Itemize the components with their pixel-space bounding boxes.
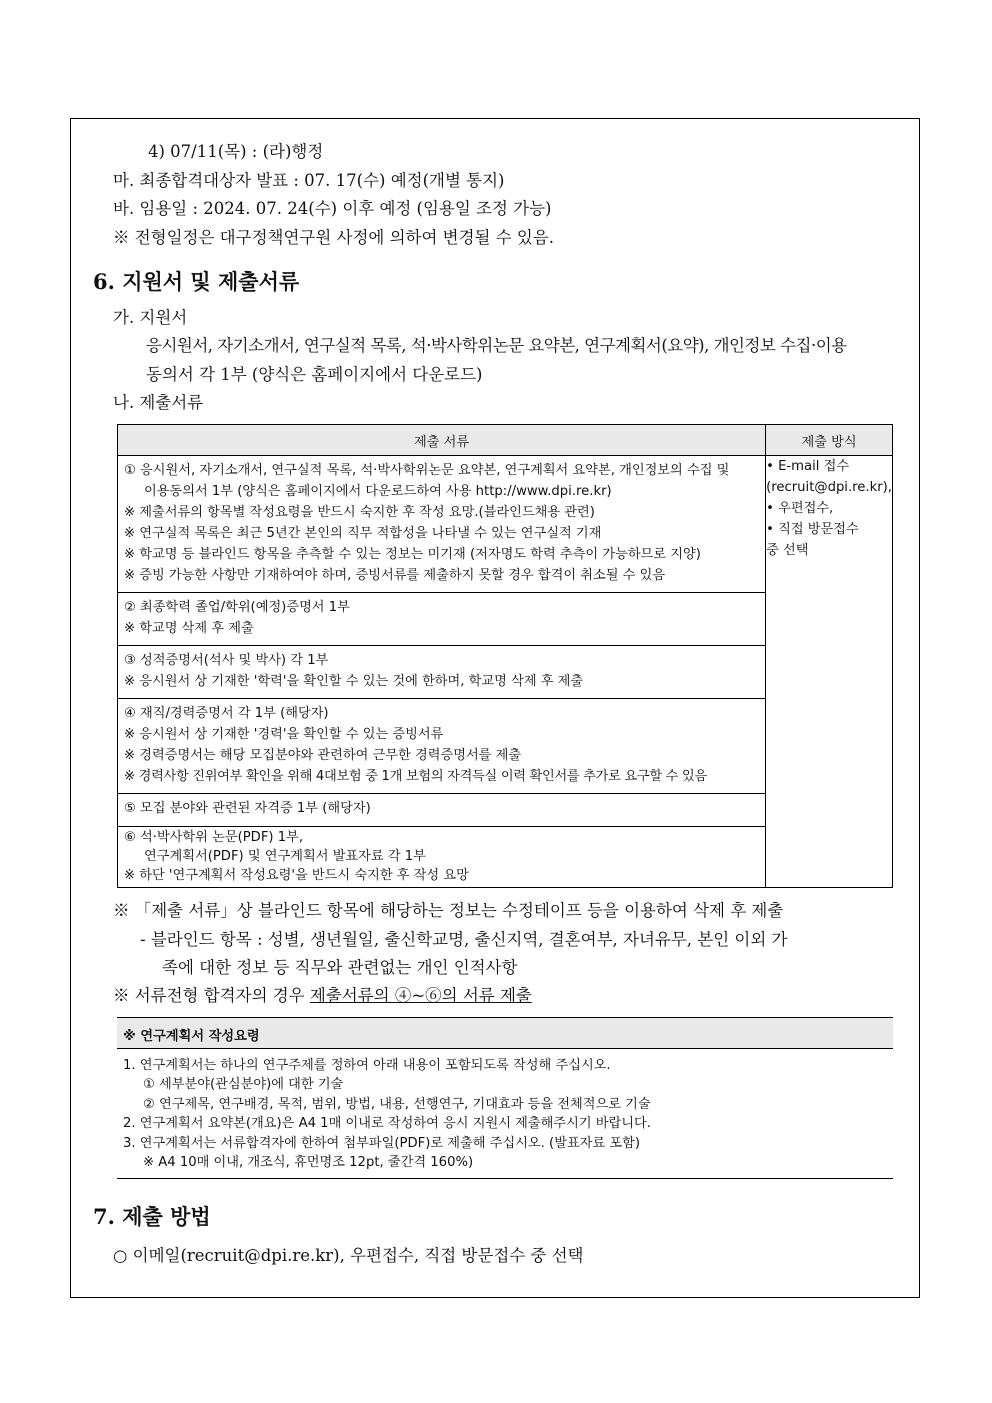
guide-title: ※ 연구계획서 작성요령 — [117, 1017, 893, 1049]
method-line: (recruit@dpi.re.kr), — [766, 480, 892, 495]
guide-line: 3. 연구계획서는 서류합격자에 한하여 첨부파일(PDF)로 제출해 주십시오. (발표자료 포함) — [123, 1135, 640, 1151]
pass-note-underlined: 제출서류의 ④~⑥의 서류 제출 — [309, 986, 532, 1005]
method-line: 중 선택 — [766, 543, 809, 558]
row3-line: ③ 성적증명서(석사 및 박사) 각 1부 — [124, 653, 329, 668]
schedule-note: ※ 전형일정은 대구정책연구원 사정에 의하여 변경될 수 있음. — [113, 228, 554, 247]
row5-line: ⑤ 모집 분야와 관련된 자격증 1부 (해당자) — [124, 801, 371, 816]
row4-line: ※ 경력증명서는 해당 모집분야와 관련하여 근무한 경력증명서를 제출 — [124, 748, 522, 763]
guide-line: ※ A4 10매 이내, 개조식, 휴먼명조 12pt, 줄간격 160%) — [143, 1155, 474, 1171]
blind-note-3: 족에 대한 정보 등 직무와 관련없는 개인 인적사항 — [162, 958, 518, 977]
pass-note-prefix: ※ 서류전형 합격자의 경우 — [113, 986, 310, 1005]
col-docs-header: 제출 서류 — [118, 425, 766, 456]
blind-note-1: ※ 「제출 서류」상 블라인드 항목에 해당하는 정보는 수정테이프 등을 이용하여 삭제 후 제출 — [113, 901, 784, 920]
pass-note — [113, 985, 532, 1007]
row4-line: ※ 응시원서 상 기재한 '경력'을 확인할 수 있는 증빙서류 — [124, 727, 444, 742]
row6-line: 연구계획서(PDF) 및 연구계획서 발표자료 각 1부 — [144, 849, 426, 864]
row1-line: ① 응시원서, 자기소개서, 연구실적 목록, 석·박사학위논문 요약본, 연구계획서 요약본, 개인정보의 수집 및 — [124, 463, 730, 478]
row6-line: ※ 하단 '연구계획서 작성요령'을 반드시 숙지한 후 작성 요망 — [124, 868, 469, 883]
schedule-final-announcement: 마. 최종합격대상자 발표 : 07. 17(수) 예정(개별 통지) — [113, 171, 505, 190]
col-method-header: 제출 방식 — [766, 425, 893, 456]
guide-line: ① 세부분야(관심분야)에 대한 기술 — [143, 1077, 344, 1093]
section-6-title: 6. 지원서 및 제출서류 — [93, 269, 300, 294]
row1-line: ※ 학교명 등 블라인드 항목을 추측할 수 있는 정보는 미기재 (저자명도 학력 추측이 가능하므로 지양) — [124, 547, 701, 562]
row1-line: ※ 증빙 가능한 사항만 기재하여야 하며, 증빙서류를 제출하지 못할 경우 합격이 취소될 수 있음 — [124, 568, 666, 583]
schedule-appointment-date: 바. 임용일 : 2024. 07. 24(수) 이후 예정 (임용일 조정 가능) — [113, 199, 552, 218]
method-line: • E-mail 접수 — [766, 459, 850, 474]
application-body-2: 동의서 각 1부 (양식은 홈페이지에서 다운로드) — [146, 365, 483, 384]
guide-body — [117, 1049, 893, 1179]
row6-line: ⑥ 석·박사학위 논문(PDF) 1부, — [124, 830, 304, 845]
row3-line: ※ 응시원서 상 기재한 '학력'을 확인할 수 있는 것에 한하며, 학교명 삭제 후 제출 — [124, 674, 584, 689]
table-row — [118, 456, 893, 593]
row1-line: ※ 제출서류의 항목별 작성요령을 반드시 숙지한 후 작성 요망.(블라인드채용 관련) — [124, 505, 595, 520]
schedule-line-4: 4) 07/11(목) : (라)행정 — [148, 142, 324, 161]
section-7-title: 7. 제출 방법 — [93, 1204, 211, 1229]
guide-line: 2. 연구계획서 요약본(개요)은 A4 1매 이내로 작성하여 응시 지원시 제출해주시기 바랍니다. — [123, 1116, 651, 1132]
application-subtitle: 가. 지원서 — [113, 308, 188, 327]
row1-line: 이용동의서 1부 (양식은 홈페이지에서 다운로드하여 사용 http://www.dpi.re.kr) — [144, 484, 612, 499]
application-body-1: 응시원서, 자기소개서, 연구실적 목록, 석·박사학위논문 요약본, 연구계획서(요약), 개인정보 수집·이용 — [146, 336, 847, 355]
row2-line: ※ 학교명 삭제 후 제출 — [124, 621, 254, 636]
method-line: • 우편접수, — [766, 501, 834, 516]
row1-line: ※ 연구실적 목록은 최근 5년간 본인의 직무 적합성을 나타낼 수 있는 연구실적 기재 — [124, 526, 602, 541]
row2-line: ② 최종학력 졸업/학위(예정)증명서 1부 — [124, 600, 350, 615]
row4-line: ※ 경력사항 진위여부 확인을 위해 4대보험 중 1개 보험의 자격득실 이력 확인서를 추가로 요구할 수 있음 — [124, 769, 707, 784]
table-header-row — [118, 425, 893, 456]
method-line: • 직접 방문접수 — [766, 522, 859, 537]
blind-note-2: - 블라인드 항목 : 성별, 생년월일, 출신학교명, 출신지역, 결혼여부, 자녀유무, 본인 이외 가 — [140, 930, 788, 949]
submission-method-cell — [766, 456, 893, 888]
documents-table — [117, 424, 893, 888]
guide-line: 1. 연구계획서는 하나의 연구주제를 정하여 아래 내용이 포함되도록 작성해 주십시오. — [123, 1058, 611, 1073]
row4-line: ④ 재직/경력증명서 각 1부 (해당자) — [124, 706, 329, 721]
guide-line: ② 연구제목, 연구배경, 목적, 범위, 방법, 내용, 선행연구, 기대효과 등을 전체적으로 기술 — [143, 1096, 651, 1112]
documents-subtitle: 나. 제출서류 — [113, 393, 204, 412]
submission-method-text: ○ 이메일(recruit@dpi.re.kr), 우편접수, 직접 방문접수 중 선택 — [113, 1246, 584, 1265]
